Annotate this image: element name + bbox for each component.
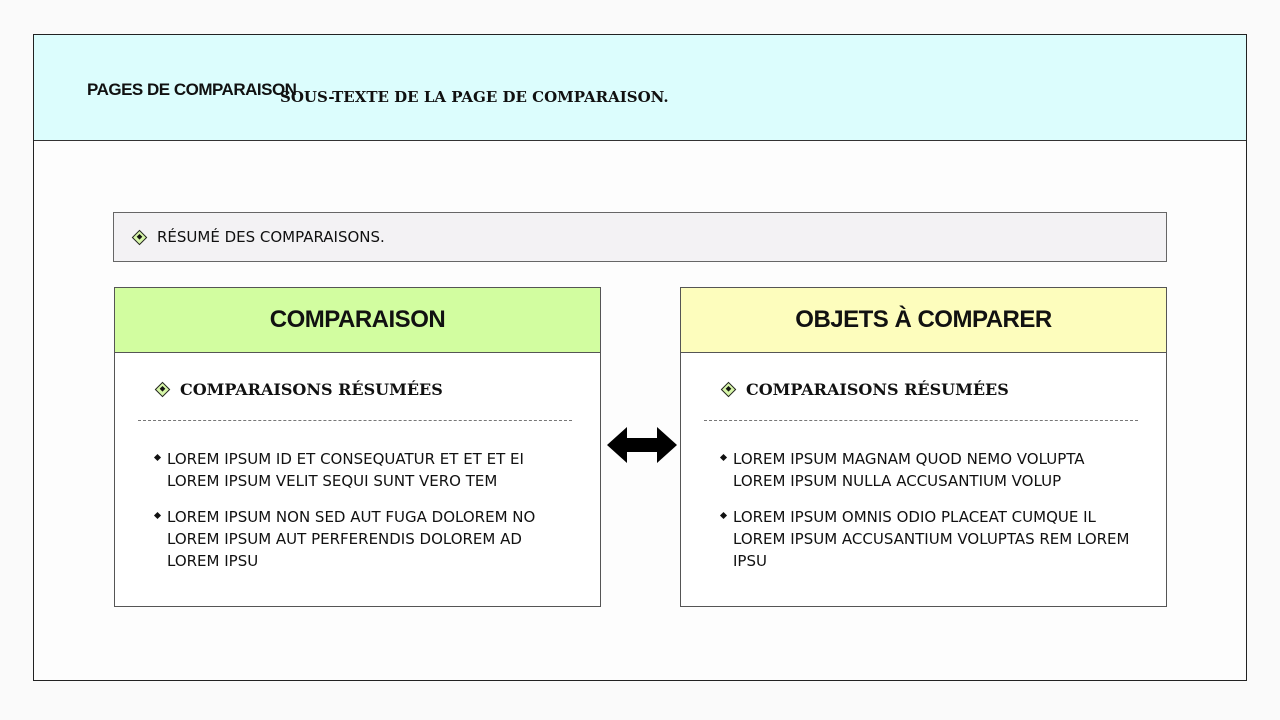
header	[34, 35, 1246, 141]
double-arrow-icon	[607, 425, 677, 465]
bullet-list	[719, 448, 1139, 586]
card-subtitle-text: COMPARAISONS RÉSUMÉES	[180, 380, 443, 399]
list-item: LOREM IPSUM OMNIS ODIO PLACEAT CUMQUE IL LOREM IPSUM ACCUSANTIUM VOLUPTAS REM LOREM IPSU	[719, 506, 1139, 572]
comparison-card	[114, 287, 601, 607]
page-subtitle: SOUS-TEXTE DE LA PAGE DE COMPARAISON.	[280, 88, 669, 106]
objects-card	[680, 287, 1167, 607]
diamond-bullet-icon	[721, 382, 737, 398]
page-title: PAGES DE COMPARAISON	[87, 80, 297, 99]
diamond-bullet-icon	[155, 382, 171, 398]
card-subtitle	[157, 380, 443, 399]
diamond-bullet-icon	[132, 229, 148, 245]
card-title: COMPARAISON	[115, 288, 600, 353]
card-subtitle-text: COMPARAISONS RÉSUMÉES	[746, 380, 1009, 399]
summary-text: RÉSUMÉ DES COMPARAISONS.	[157, 228, 385, 246]
list-item: LOREM IPSUM NON SED AUT FUGA DOLOREM NO LOREM IPSUM AUT PERFERENDIS DOLOREM AD LOREM IPSU	[153, 506, 573, 572]
bullet-list	[153, 448, 573, 586]
slide-frame	[33, 34, 1247, 681]
list-item: LOREM IPSUM ID ET CONSEQUATUR ET ET ET EI LOREM IPSUM VELIT SEQUI SUNT VERO TEM	[153, 448, 573, 492]
list-item: LOREM IPSUM MAGNAM QUOD NEMO VOLUPTA LOREM IPSUM NULLA ACCUSANTIUM VOLUP	[719, 448, 1139, 492]
card-subtitle	[723, 380, 1009, 399]
card-title: OBJETS À COMPARER	[681, 288, 1166, 353]
dashed-divider	[704, 420, 1138, 421]
summary-box	[113, 212, 1167, 262]
dashed-divider	[138, 420, 572, 421]
